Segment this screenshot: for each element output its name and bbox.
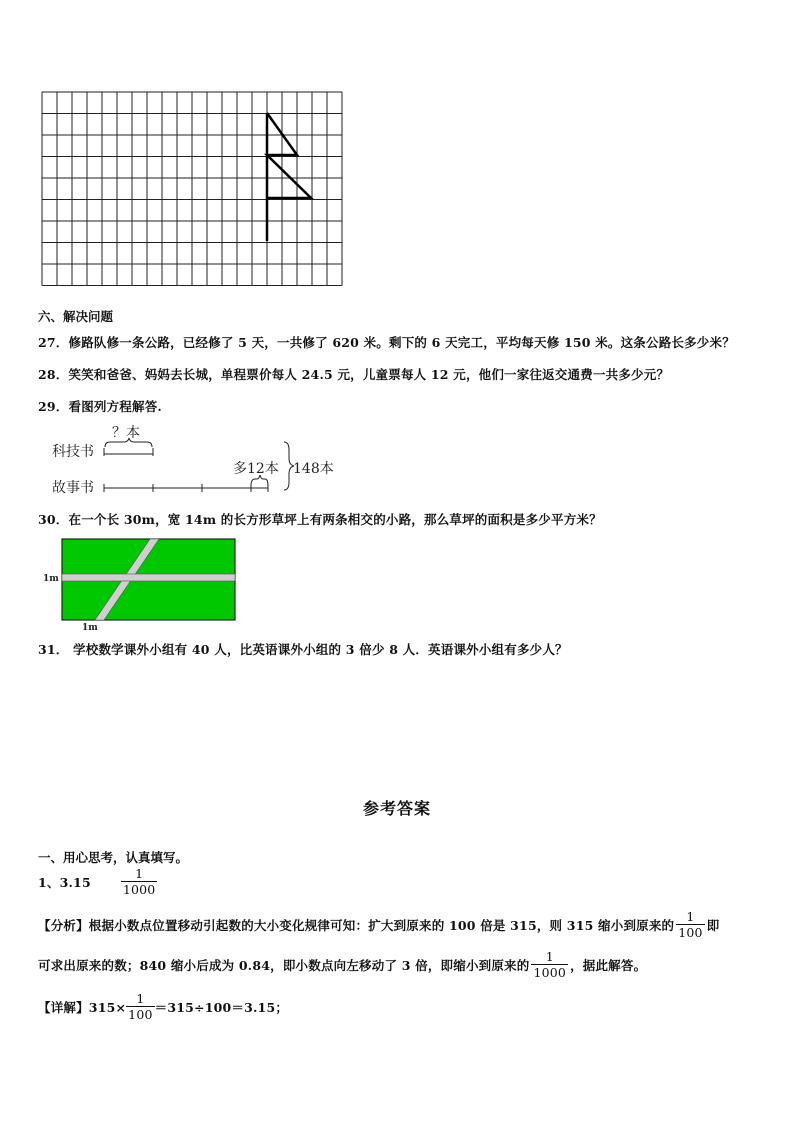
question-28: 28．笑笑和爸爸、妈妈去长城，单程票价每人 24.5 元，儿童票每人 12 元，他们一家往返交通费一共多少元？ [38, 367, 670, 382]
unknown-label: ？本 [112, 425, 140, 441]
detail-fraction: $\frac{1}{100}$ [128, 991, 153, 1022]
section-title-solve: 六、解决问题 [38, 309, 114, 324]
answer-section-1-title: 一、用心思考，认真填写。 [38, 850, 189, 865]
question-27: 27．修路队修一条公路，已经修了 5 天，一共修了 620 米。剩下的 6 天完工，平均每天修 150 米。这条公路长多少米？ [38, 335, 735, 350]
story-book-label: 故事书 [52, 480, 94, 496]
answer-1-fraction: $\frac{1}{1000}$ [122, 866, 156, 897]
total-brace [284, 442, 294, 490]
answer-1 [38, 867, 157, 897]
analysis-fraction-1: $\frac{1}{100}$ [678, 909, 703, 940]
segment-diagram [48, 420, 358, 500]
grid-figure [41, 91, 345, 287]
question-30: 30．在一个长 30m，宽 14m 的长方形草坪上有两条相交的小路，那么草坪的面积是多少平方米？ [38, 512, 602, 527]
question-29: 29．看图列方程解答. [38, 399, 162, 414]
flag-shape [267, 113, 311, 241]
more-12-label: 多12本 [233, 461, 279, 477]
answer-1-label: 1、3.15 [38, 874, 91, 890]
question-31: 31． 学校数学课外小组有 40 人，比英语课外小组的 3 倍少 8 人．英语课外小组有多少人？ [38, 642, 568, 657]
analysis-line-2: 可求出原来的数；840 缩小后成为 0.84，即小数点向左移动了 3 倍，即缩小到原来的 $\frac{1}{1000}$ ，据此解答。 [38, 949, 647, 980]
grid-lines [42, 92, 342, 286]
total-label: 148本 [293, 461, 334, 477]
detail-line: 【详解】315× $\frac{1}{100}$ ＝315÷100＝3.15； [38, 991, 289, 1022]
lawn-figure [40, 536, 240, 636]
answer-key-title: 参考答案 [362, 799, 431, 818]
analysis-line-1: 【分析】根据小数点位置移动引起数的大小变化规律可知：扩大到原来的 100 倍是 315，则 315 缩小到原来的 $\frac{1}{100}$ 即 [38, 909, 720, 940]
horizontal-path [62, 574, 235, 581]
path-width-label-bottom: 1m [82, 623, 98, 633]
analysis-fraction-2: $\frac{1}{1000}$ [533, 949, 567, 980]
path-width-label-left: 1m [43, 574, 59, 584]
tech-book-label: 科技书 [52, 444, 94, 460]
